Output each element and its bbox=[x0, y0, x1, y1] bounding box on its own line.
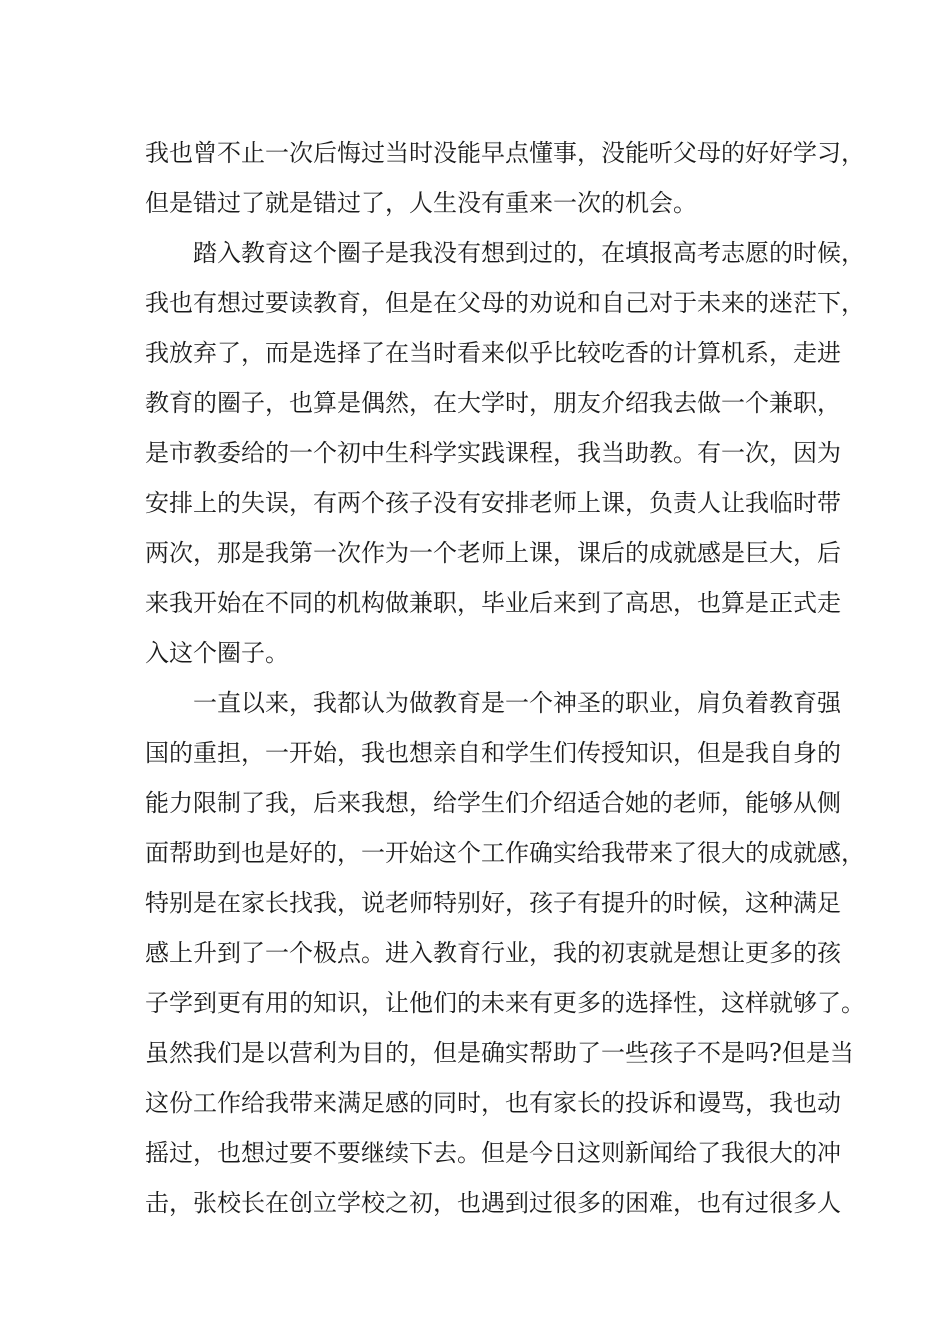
text-line: 我也曾不止一次后悔过当时没能早点懂事，没能听父母的好好学习， bbox=[145, 139, 865, 167]
text-line: 国的重担，一开始，我也想亲自和学生们传授知识，但是我自身的 bbox=[145, 739, 841, 767]
document-body bbox=[145, 128, 865, 1228]
text-line: 两次，那是我第一次作为一个老师上课，课后的成就感是巨大，后 bbox=[145, 539, 841, 567]
text-line: 感上升到了一个极点。进入教育行业，我的初衷就是想让更多的孩 bbox=[145, 939, 841, 967]
text-line: 来我开始在不同的机构做兼职，毕业后来到了高思，也算是正式走 bbox=[145, 589, 841, 617]
text-line: 我也有想过要读教育，但是在父母的劝说和自己对于未来的迷茫下， bbox=[145, 289, 865, 317]
text-line: 入这个圈子。 bbox=[145, 639, 289, 667]
text-line: 特别是在家长找我，说老师特别好，孩子有提升的时候，这种满足 bbox=[145, 889, 841, 917]
text-line: 安排上的失误，有两个孩子没有安排老师上课，负责人让我临时带 bbox=[145, 489, 841, 517]
text-line: 踏入教育这个圈子是我没有想到过的，在填报高考志愿的时候， bbox=[193, 239, 865, 267]
text-line: 这份工作给我带来满足感的同时，也有家长的投诉和谩骂，我也动 bbox=[145, 1089, 841, 1117]
text-line: 虽然我们是以营利为目的，但是确实帮助了一些孩子不是吗?但是当 bbox=[145, 1039, 854, 1067]
text-line: 一直以来，我都认为做教育是一个神圣的职业，肩负着教育强 bbox=[193, 689, 841, 717]
text-line: 是市教委给的一个初中生科学实践课程，我当助教。有一次，因为 bbox=[145, 439, 841, 467]
text-line: 我放弃了，而是选择了在当时看来似乎比较吃香的计算机系，走进 bbox=[145, 339, 841, 367]
text-line: 教育的圈子，也算是偶然，在大学时，朋友介绍我去做一个兼职， bbox=[145, 389, 841, 417]
text-line: 能力限制了我，后来我想，给学生们介绍适合她的老师，能够从侧 bbox=[145, 789, 841, 817]
text-line: 击，张校长在创立学校之初，也遇到过很多的困难，也有过很多人 bbox=[145, 1189, 841, 1217]
text-line: 面帮助到也是好的，一开始这个工作确实给我带来了很大的成就感， bbox=[145, 839, 865, 867]
text-line: 摇过，也想过要不要继续下去。但是今日这则新闻给了我很大的冲 bbox=[145, 1139, 841, 1167]
text-line: 子学到更有用的知识，让他们的未来有更多的选择性，这样就够了。 bbox=[145, 989, 865, 1017]
text-line: 但是错过了就是错过了，人生没有重来一次的机会。 bbox=[145, 189, 697, 217]
